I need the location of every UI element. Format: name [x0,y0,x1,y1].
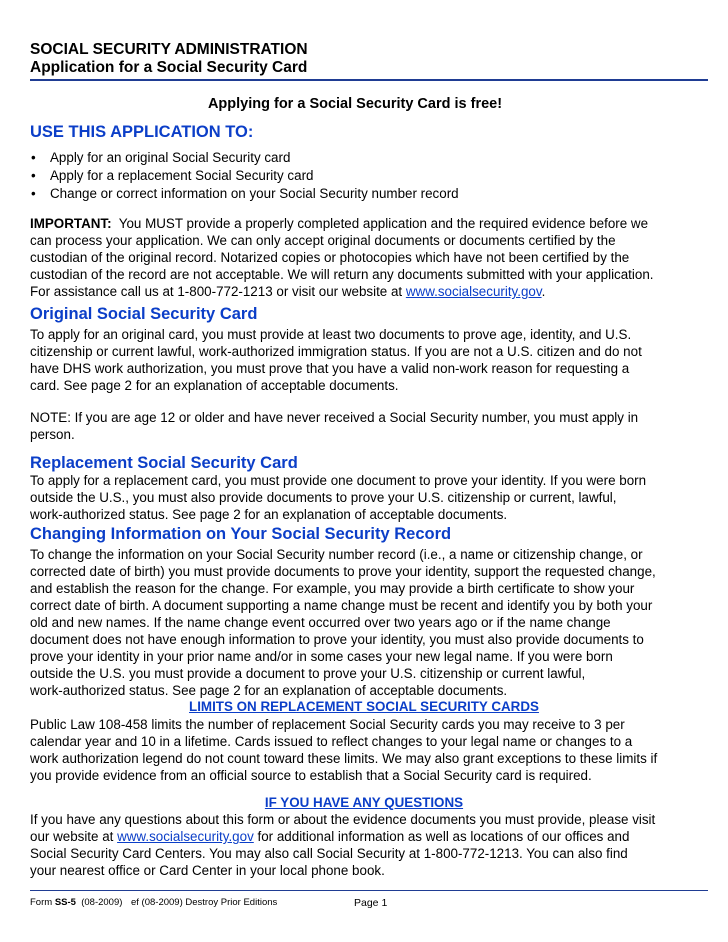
important-paragraph: IMPORTANT: You MUST provide a properly completed application and the required evidence before we can process your application. We can only accept original documents or documents certified by the custodian of the original record. Notarized copies or photocopies which have not been certified by the custodian of the record are not acceptable. We will return any documents submitted with your application. For assistance call us at 1-800-772-1213 or visit our website at www.socialsecurity.gov. [30,216,654,299]
limits-heading: LIMITS ON REPLACEMENT SOCIAL SECURITY CARDS [189,699,539,714]
bullet-icon: • [31,168,36,183]
website-link[interactable]: www.socialsecurity.gov [405,284,542,299]
changing-info-paragraph: To change the information on your Social Security number record (i.e., a name or citizenship change, or corrected date of birth) you must provide documents to prove your identity, support the requested change, and establish the reason for the change. For example, you may provide a birth certificate to show your correct date of birth. A document supporting a name change must be recent and identify you by both your old and new names. If the name change event occurred over two years ago or if the name change document does not have enough information to prove your identity, you must also provide documents to prove your identity in your prior name and/or in some cases your new legal name. If you were born outside the U.S. you must provide a document to prove your U.S. citizenship or current lawful, work-authorized status. See page 2 for an explanation of acceptable documents. [30,547,656,698]
footer-page-number: Page 1 [354,897,388,909]
important-label: IMPORTANT: [30,216,112,231]
replacement-card-heading: Replacement Social Security Card [30,454,298,472]
use-application-title: USE THIS APPLICATION TO: [30,123,254,141]
questions-paragraph: If you have any questions about this form or about the evidence documents you must provide, please visit our website at www.socialsecurity.gov for additional information as well as locations of our offices and Social Security Card Centers. You may also call Social Security at 1-800-772-1213. You can also find your nearest office or Card Center in your local phone book. [30,812,656,878]
footer-rule [30,890,708,891]
original-card-heading: Original Social Security Card [30,305,258,323]
note-paragraph: NOTE: If you are age 12 or older and have never received a Social Security number, you must apply in person. [30,410,639,442]
changing-info-heading: Changing Information on Your Social Security Record [30,525,452,543]
bullet-icon: • [31,150,36,165]
free-notice: Applying for a Social Security Card is free! [207,96,503,112]
footer-form-id: Form SS-5 (08-2009) [30,897,123,908]
original-card-paragraph: To apply for an original card, you must provide at least two documents to prove age, identity, and U.S. citizenship or current lawful, work-authorized immigration status. If you are not a U.S. citizen and do not have DHS work authorization, you must prove that you have a valid non-work reason for requesting a card. See page 2 for an explanation of acceptable documents. [30,327,642,393]
website-link[interactable]: www.socialsecurity.gov [117,829,254,844]
agency-name: SOCIAL SECURITY ADMINISTRATION [30,41,308,58]
replacement-card-paragraph: To apply for a replacement card, you must provide one document to prove your identity. If you were born outside the U.S., you must also provide documents to prove your U.S. citizenship or current, lawful, work-authorized status. See page 2 for an explanation of acceptable documents. [30,473,647,522]
header-rule [30,79,708,81]
list-item: • Change or correct information on your Social Security number record [31,186,459,201]
list-item: • Apply for a replacement Social Security card [31,168,314,183]
limits-paragraph: Public Law 108-458 limits the number of replacement Social Security cards you may receive to 3 per calendar year and 10 in a lifetime. Cards issued to reflect changes to your legal name or changes to a work authorization legend do not count toward these limits. We may also grant exceptions to these limits if you provide evidence from an official source to establish that a Social Security card is required. [30,717,658,783]
form-title: Application for a Social Security Card [30,59,308,76]
use-bullet-list [30,149,459,203]
footer-edition: ef (08-2009) Destroy Prior Editions [131,897,278,908]
questions-heading: IF YOU HAVE ANY QUESTIONS [264,795,464,810]
list-item: • Apply for an original Social Security card [31,150,291,165]
bullet-icon: • [31,186,36,201]
